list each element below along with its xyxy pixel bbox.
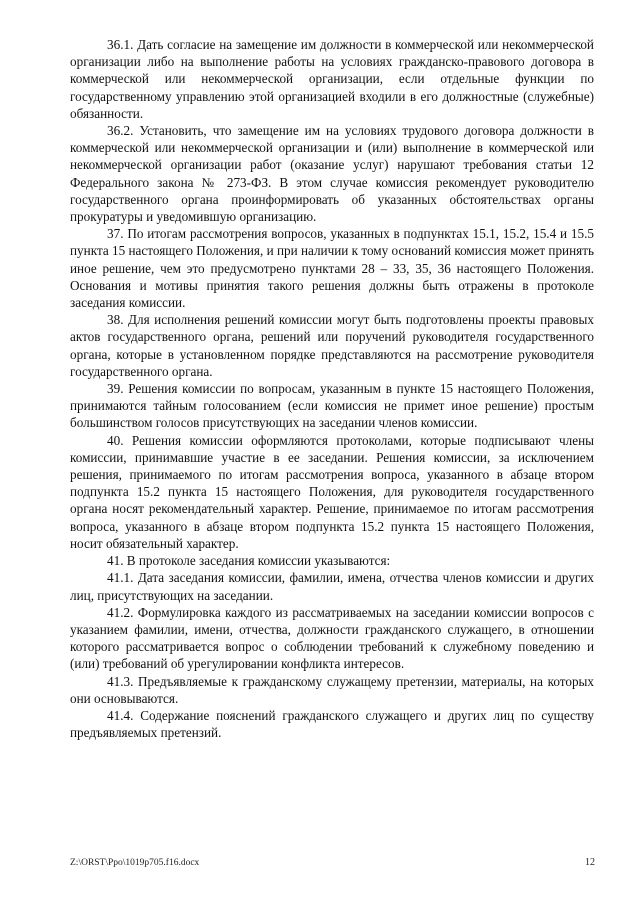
paragraph-41-4: 41.4. Содержание пояснений гражданского служащего и других лиц по существу предъявляемых претензий. bbox=[70, 707, 594, 741]
footer-file-path: Z:\ORST\Ppo\1019p705.f16.docx bbox=[70, 858, 200, 868]
paragraph-41-2: 41.2. Формулировка каждого из рассматриваемых на заседании комиссии вопросов с указанием фамилии, имени, отчества, должности гражданского служащего, в отношении которого рассматривается вопрос о соблюдении требований к служебному поведению и (или) требований об урегулировании конфликта интересов. bbox=[70, 604, 594, 672]
document-body bbox=[70, 36, 594, 741]
paragraph-37: 37. По итогам рассмотрения вопросов, указанных в подпунктах 15.1, 15.2, 15.4 и 15.5 пункта 15 настоящего Положения, и при наличии к тому оснований комиссия может принять иное решение, чем это предусмотрено пунктами 28 – 33, 35, 36 настоящего Положения. Основания и мотивы принятия такого решения должны быть отражены в протоколе заседания комиссии. bbox=[70, 226, 595, 311]
page-number: 12 bbox=[585, 857, 595, 868]
paragraph-41-1: 41.1. Дата заседания комиссии, фамилии, имена, отчества членов комиссии и других лиц, присутствующих на заседании. bbox=[70, 570, 594, 603]
paragraph-39: 39. Решения комиссии по вопросам, указанным в пункте 15 настоящего Положения, принимаются тайным голосованием (если комиссия не примет иное решение) простым большинством голосов присутствующих на заседании членов комиссии. bbox=[70, 381, 594, 431]
paragraph-36-2: 36.2. Установить, что замещение им на условиях трудового договора должности в коммерческой или некоммерческой организации и (или) выполнение в коммерческой или некоммерческой организации работ (оказание услуг) нарушают требования статьи 12 Федерального закона № 273-ФЗ. В этом случае комиссия рекомендует руководителю государственного органа проинформировать об указанных обстоятельствах органы прокуратуры и уведомившую организацию. bbox=[70, 123, 594, 225]
paragraph-41: 41. В протоколе заседания комиссии указываются: bbox=[107, 553, 391, 569]
paragraph-38: 38. Для исполнения решений комиссии могут быть подготовлены проекты правовых актов государственного органа, решений или поручений руководителя государственного органа, которые в установленном порядке представляются на рассмотрение руководителя государственного органа. bbox=[70, 312, 594, 379]
paragraph-36-1: 36.1. Дать согласие на замещение им должности в коммерческой или некоммерческой организации либо на выполнение работы на условиях гражданско-правового договора в коммерческой или некоммерческой организации, если отдельные функции по государственному управлению этой организацией входили в его должностные (служебные) обязанности. bbox=[70, 37, 594, 121]
paragraph-40: 40. Решения комиссии оформляются протоколами, которые подписывают члены комиссии, принимавшие участие в ее заседании. Решения комиссии, за исключением решения, принимаемого по итогам рассмотрения вопроса, указанного в абзаце втором подпункта 15.2 пункта 15 настоящего Положения, для руководителя государственного органа носят рекомендательный характер. Решение, принимаемое по итогам рассмотрения вопроса, указанного в абзаце втором подпункта 15.2 пункта 15 настоящего Положения, носит обязательный характер. bbox=[70, 432, 594, 551]
paragraph-41-3: 41.3. Предъявляемые к гражданскому служащему претензии, материалы, на которых они основываются. bbox=[70, 673, 594, 706]
